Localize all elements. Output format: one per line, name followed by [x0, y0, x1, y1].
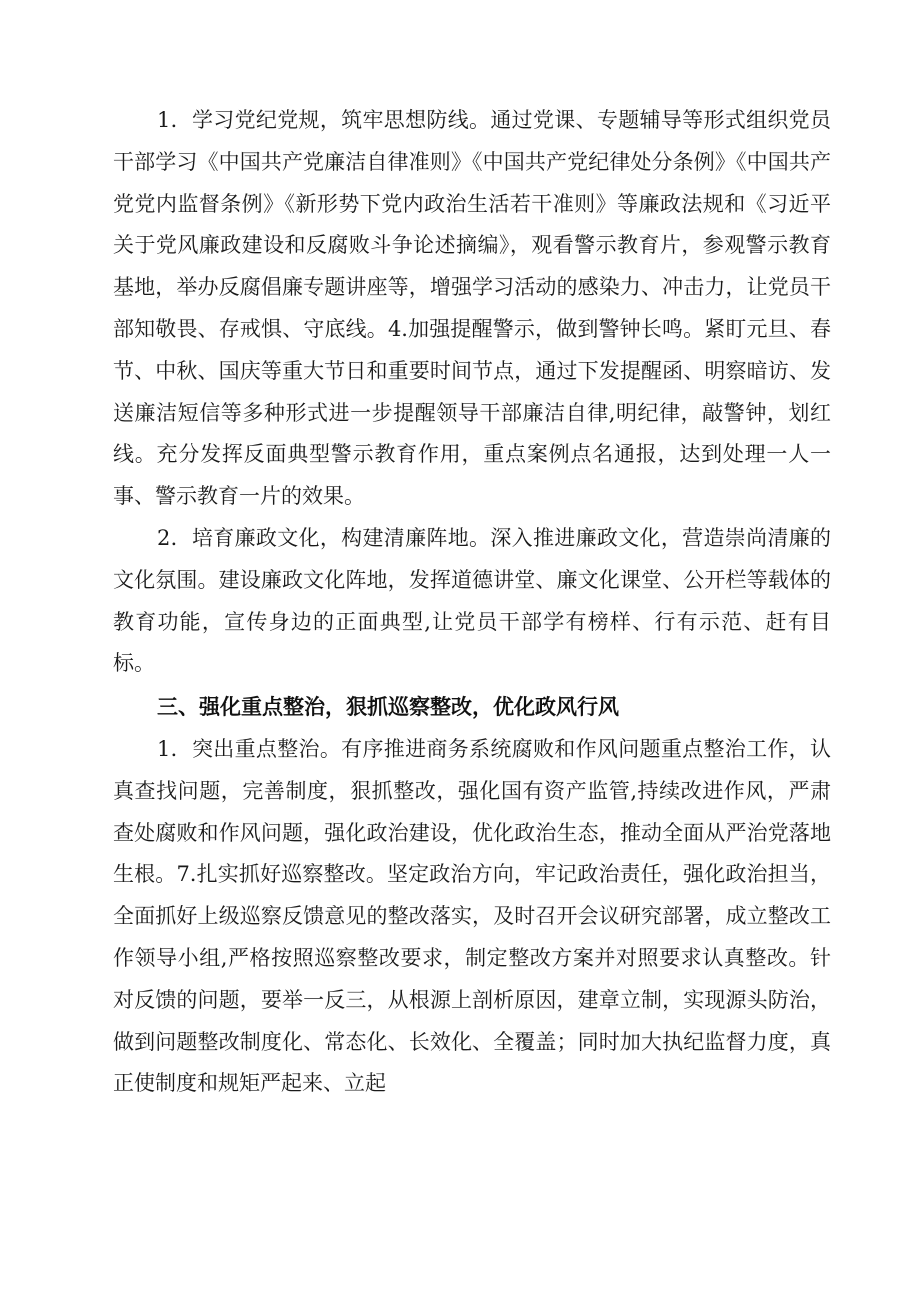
document-body [113, 100, 831, 1105]
paragraph-rectification: 1．突出重点整治。有序推进商务系统腐败和作风问题重点整治工作，认真查找问题，完善制度，狠抓整改，强化国有资产监管,持续改进作风，严肃查处腐败和作风问题，强化政治建设，优化政治生态，推动全面从严治党落地生根。7.扎实抓好巡察整改。坚定政治方向，牢记政治责任，强化政治担当，全面抓好上级巡察反馈意见的整改落实，及时召开会议研究部署，成立整改工作领导小组,严格按照巡察整改要求，制定整改方案并对照要求认真整改。针对反馈的问题，要举一反三，从根源上剖析原因，建章立制，实现源头防治，做到问题整改制度化、常态化、长效化、全覆盖；同时加大执纪监督力度，真正使制度和规矩严起来、立起 [113, 736, 831, 1096]
paragraph-clean-culture: 2．培育廉政文化，构建清廉阵地。深入推进廉政文化，营造崇尚清廉的文化氛围。建设廉政文化阵地，发挥道德讲堂、廉文化课堂、公开栏等载体的教育功能，宣传身边的正面典型,让党员干部学有榜样、行有示范、赶有目标。 [113, 525, 831, 676]
paragraph-study-discipline: 1．学习党纪党规，筑牢思想防线。通过党课、专题辅导等形式组织党员干部学习《中国共产党廉洁自律准则》《中国共产党纪律处分条例》《中国共产党党内监督条例》《新形势下党内政治生活若干准则》等廉政法规和《习近平关于党风廉政建设和反腐败斗争论述摘编》，观看警示教育片，参观警示教育基地，举办反腐倡廉专题讲座等，增强学习活动的感染力、冲击力，让党员干部知敬畏、存戒惧、守底线。4.加强提醒警示，做到警钟长鸣。紧盯元旦、春节、中秋、国庆等重大节日和重要时间节点，通过下发提醒函、明察暗访、发送廉洁短信等多种形式进一步提醒领导干部廉洁自律,明纪律，敲警钟，划红线。充分发挥反面典型警示教育作用，重点案例点名通报，达到处理一人一事、警示教育一片的效果。 [113, 108, 831, 509]
section-heading: 三、强化重点整治，狠抓巡察整改，优化政风行风 [157, 695, 619, 720]
